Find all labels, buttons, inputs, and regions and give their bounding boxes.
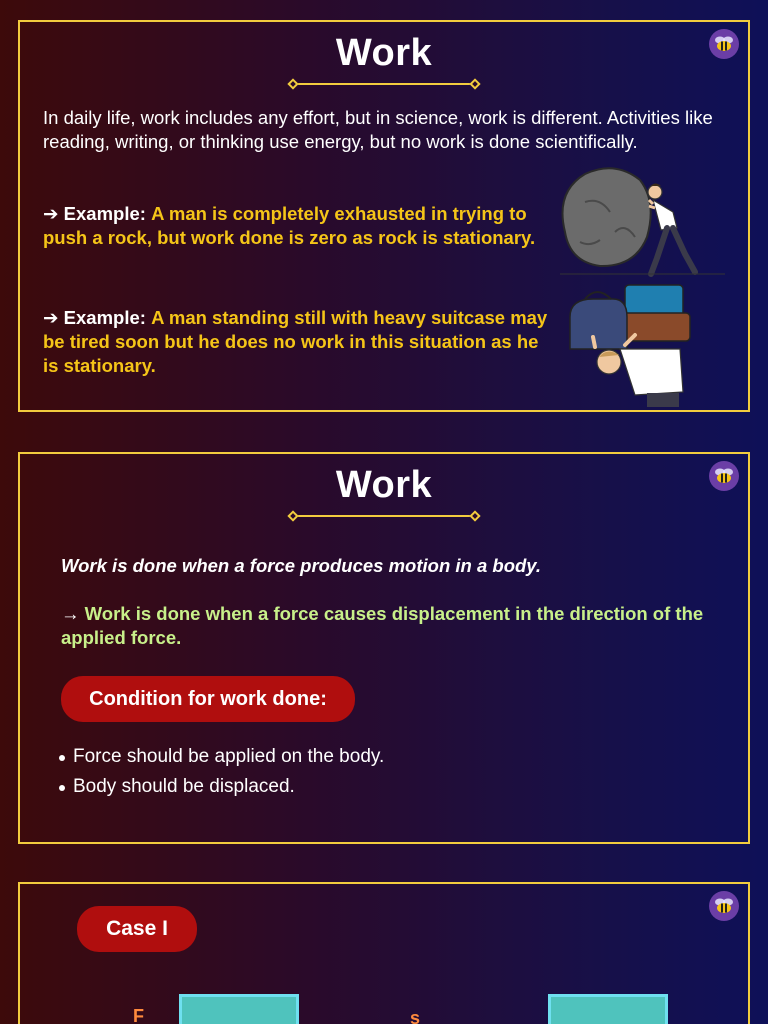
condition-badge: Condition for work done: (61, 676, 355, 722)
bee-icon (709, 891, 739, 921)
title-divider (289, 512, 479, 520)
slide-frame (18, 882, 750, 1024)
slide-frame (18, 20, 750, 412)
intro-paragraph: In daily life, work includes any effort, but in science, work is different. Activities like reading, writing, or thinking use energy, but no work is done scientifically. (43, 107, 713, 152)
list-item: Body should be displaced. (57, 772, 657, 802)
force-symbol: F (133, 1006, 144, 1024)
bee-icon (709, 461, 739, 491)
slide-title: Work (335, 464, 433, 506)
example-label: Example: (63, 203, 146, 224)
condition-list (57, 742, 657, 802)
slide-case-one (0, 862, 768, 1024)
block-displaced (548, 994, 668, 1024)
statement (61, 602, 731, 650)
example-1 (43, 202, 553, 250)
title-divider (289, 80, 479, 88)
definition-text: Work is done when a force produces motion in a body. (61, 555, 542, 576)
example-label: Example: (63, 307, 146, 328)
slide-work-definition (0, 432, 768, 862)
arrow-icon: ➔ (43, 307, 59, 328)
example-2 (43, 306, 553, 378)
man-pushing-rock-illustration (555, 162, 730, 277)
bee-icon (709, 29, 739, 59)
statement-text: Work is done when a force causes displacement in the direction of the applied force. (61, 603, 704, 648)
slide-title: Work (335, 32, 433, 74)
man-carrying-suitcases-illustration (565, 277, 700, 407)
displacement-symbol: s (410, 1008, 421, 1024)
case-badge: Case I (77, 906, 197, 952)
slide-frame (18, 452, 750, 844)
arrow-icon: ➔ (43, 203, 59, 224)
example-text: A man is completely exhausted in trying to push a rock, but work done is zero as rock is stationary. (43, 203, 536, 248)
list-item: Force should be applied on the body. (57, 742, 657, 772)
arrow-icon: → (61, 603, 80, 624)
block-initial (179, 994, 299, 1024)
slide-work-intro (0, 0, 768, 432)
example-text: A man standing still with heavy suitcase may be tired soon but he does no work in this situation as he is stationary. (43, 307, 548, 376)
